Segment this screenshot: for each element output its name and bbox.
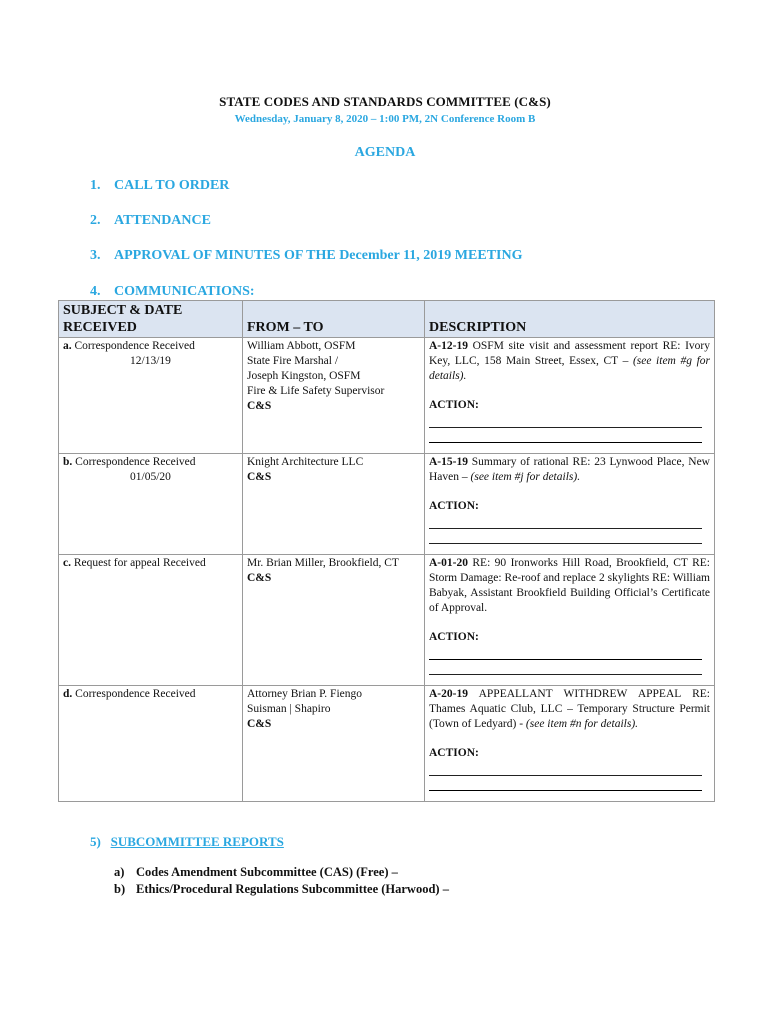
subcommittee-reports-heading: 5) SUBCOMMITTEE REPORTS — [90, 834, 284, 849]
table-row — [59, 555, 715, 686]
meeting-datetime: Wednesday, January 8, 2020 – 1:00 PM, 2N Conference Room B — [234, 113, 536, 125]
action-line — [429, 761, 702, 776]
committee-title: STATE CODES AND STANDARDS COMMITTEE (C&S) — [219, 94, 551, 109]
subcommittee-item-cas: a) Codes Amendment Subcommittee (CAS) (Free) – — [114, 865, 398, 879]
subject-cell: d. Correspondence Received — [59, 686, 243, 802]
header-subject-date: SUBJECT & DATE RECEIVED — [59, 301, 243, 338]
action-line — [429, 428, 702, 443]
subject-cell: b. Correspondence Received 01/05/20 — [59, 454, 243, 555]
table-header-row — [59, 301, 715, 338]
table-row — [59, 686, 715, 802]
action-line — [429, 645, 702, 660]
from-to-cell: William Abbott, OSFM State Fire Marshal / Joseph Kingston, OSFM Fire & Life Safety Supervisor C&S — [243, 338, 425, 454]
table-row — [59, 338, 715, 454]
action-line — [429, 529, 702, 544]
from-to-cell: Attorney Brian P. Fiengo Suisman | Shapiro C&S — [243, 686, 425, 802]
from-to-cell: Knight Architecture LLC C&S — [243, 454, 425, 555]
action-label: ACTION: — [429, 631, 479, 643]
action-label: ACTION: — [429, 399, 479, 411]
action-line — [429, 776, 702, 791]
action-line — [429, 660, 702, 675]
subject-cell: a. Correspondence Received 12/13/19 — [59, 338, 243, 454]
agenda-item-approval-of-minutes: 3. APPROVAL OF MINUTES OF THE December 11, 2019 MEETING — [90, 248, 523, 263]
action-line — [429, 413, 702, 428]
description-cell: A-15-19 Summary of rational RE: 23 Lynwood Place, New Haven – (see item #j for details). ACTION: — [425, 454, 715, 555]
header-description: DESCRIPTION — [425, 301, 715, 338]
table-row — [59, 454, 715, 555]
description-cell: A-01-20 RE: 90 Ironworks Hill Road, Brookfield, CT RE: Storm Damage: Re-roof and replace 2 skylights RE: William Babyak, Assistant Brookfield Building Official’s Certificate of Approval. ACTION: — [425, 555, 715, 686]
action-label: ACTION: — [429, 500, 479, 512]
action-line — [429, 514, 702, 529]
subject-cell: c. Request for appeal Received — [59, 555, 243, 686]
action-label: ACTION: — [429, 747, 479, 759]
communications-table — [58, 300, 715, 802]
agenda-item-call-to-order: 1. CALL TO ORDER — [90, 178, 230, 193]
from-to-cell: Mr. Brian Miller, Brookfield, CT C&S — [243, 555, 425, 686]
agenda-item-communications: 4. COMMUNICATIONS: — [90, 284, 255, 299]
header-from-to: FROM – TO — [243, 301, 425, 338]
agenda-heading: AGENDA — [354, 145, 416, 160]
agenda-item-attendance: 2. ATTENDANCE — [90, 213, 211, 228]
description-cell: A-12-19 OSFM site visit and assessment report RE: Ivory Key, LLC, 158 Main Street, Essex, CT – (see item #g for details). ACTION: — [425, 338, 715, 454]
description-cell: A-20-19 APPEALLANT WITHDREW APPEAL RE: Thames Aquatic Club, LLC – Temporary Structure Permit (Town of Ledyard) - (see item #n for details). ACTION: — [425, 686, 715, 802]
subcommittee-item-ethics: b) Ethics/Procedural Regulations Subcommittee (Harwood) – — [114, 882, 449, 896]
